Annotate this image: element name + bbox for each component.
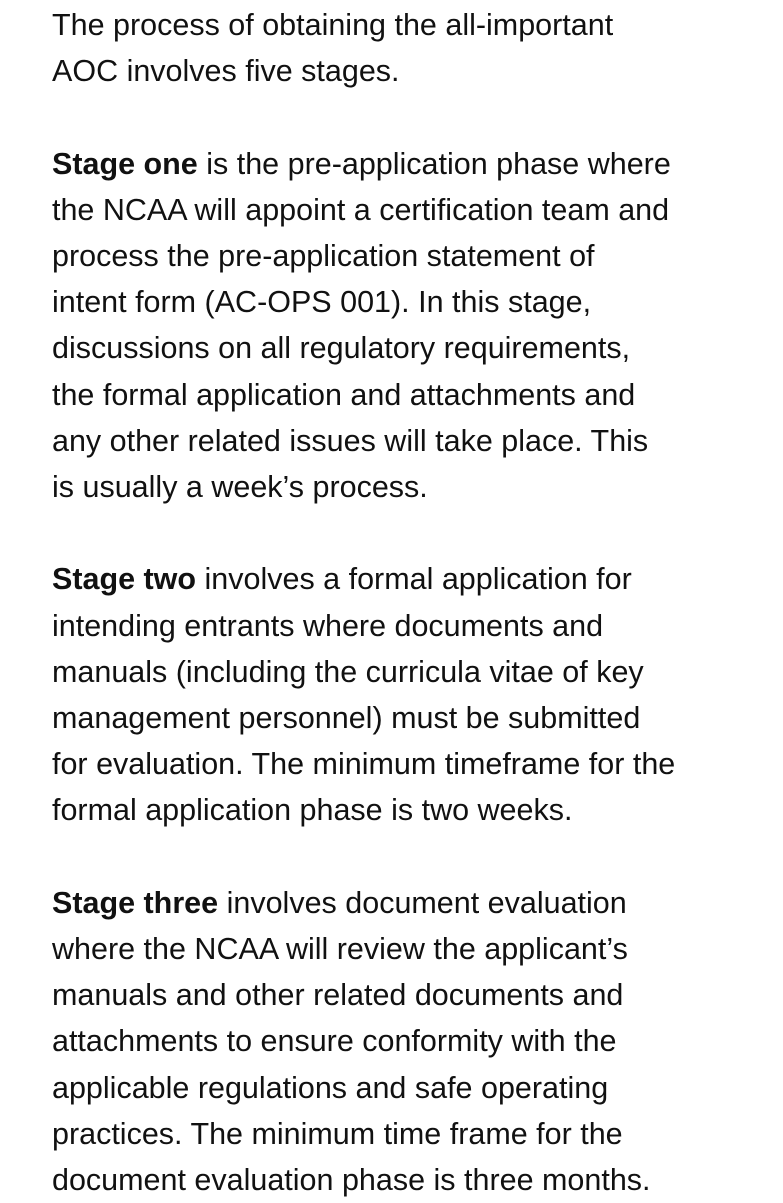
paragraph-text: involves a formal application for intending entrants where documents and manuals (including the curricula vitae of key management personnel) must be submitted for evaluation. The minimum timeframe for the formal application phase is two weeks.	[52, 562, 676, 828]
stage-three-paragraph	[52, 880, 777, 1203]
paragraph-text: The process of obtaining the all-important AOC involves five stages.	[52, 8, 614, 89]
stage-three-heading: Stage three	[52, 885, 219, 920]
paragraph-text: involves document evaluation where the NCAA will review the applicant’s manuals and other related documents and attachments to ensure conformity with the applicable regulations and safe operating practices. The minimum time frame for the document evaluation phase is three months.	[52, 885, 651, 1198]
stage-two-paragraph	[52, 556, 777, 833]
paragraph-text: is the pre-application phase where the NCAA will appoint a certification team and process the pre-application statement of intent form (AC-OPS 001). In this stage, discussions on all regulatory requirements, the formal application and attachments and any other related issues will take place. This is usually a week’s process.	[52, 146, 671, 505]
intro-paragraph	[52, 2, 777, 94]
stage-two-heading: Stage two	[52, 562, 197, 597]
document-body	[52, 2, 777, 1203]
stage-one-heading: Stage one	[52, 146, 198, 181]
stage-one-paragraph	[52, 141, 777, 511]
